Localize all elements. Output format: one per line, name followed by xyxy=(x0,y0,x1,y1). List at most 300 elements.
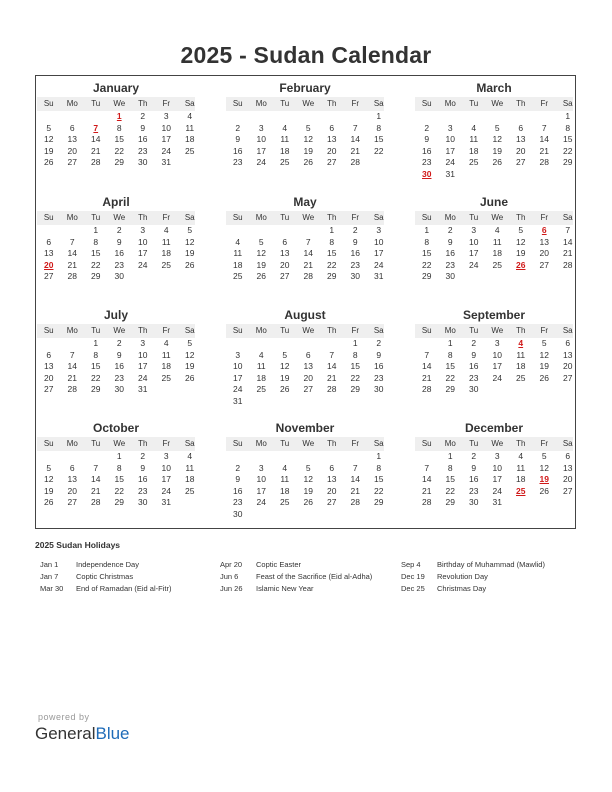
day-cell[interactable]: 15 xyxy=(422,248,432,258)
day-cell[interactable]: 12 xyxy=(185,349,195,360)
day-cell[interactable]: 6 xyxy=(282,236,288,247)
day-cell[interactable]: 24 xyxy=(138,259,148,270)
day-cell[interactable]: 15 xyxy=(327,248,337,258)
day-cell[interactable]: 10 xyxy=(374,236,384,247)
day-cell[interactable]: 23 xyxy=(374,372,384,383)
day-cell[interactable]: 11 xyxy=(280,474,290,484)
day-cell[interactable]: 14 xyxy=(539,134,549,144)
day-cell[interactable]: 21 xyxy=(563,248,573,258)
day-cell[interactable]: 4 xyxy=(282,122,288,133)
day-cell[interactable]: 29 xyxy=(422,271,432,281)
day-cell[interactable]: 19 xyxy=(516,248,526,258)
day-cell[interactable]: 7 xyxy=(305,236,311,247)
day-cell[interactable]: 20 xyxy=(539,248,549,258)
day-cell[interactable]: 6 xyxy=(329,462,335,473)
day-cell[interactable]: 20 xyxy=(44,259,54,270)
day-cell[interactable]: 10 xyxy=(161,122,171,133)
day-cell[interactable]: 9 xyxy=(471,462,477,473)
day-cell[interactable]: 11 xyxy=(516,462,526,473)
day-cell[interactable]: 12 xyxy=(492,134,502,144)
day-cell[interactable]: 29 xyxy=(114,157,124,167)
day-cell[interactable]: 8 xyxy=(93,236,99,247)
day-cell[interactable]: 26 xyxy=(44,157,54,167)
day-cell[interactable]: 14 xyxy=(67,361,77,371)
day-cell[interactable]: 17 xyxy=(138,361,148,371)
day-cell[interactable]: 20 xyxy=(67,145,77,156)
day-cell[interactable]: 28 xyxy=(91,157,101,167)
day-cell[interactable]: 18 xyxy=(492,248,502,258)
day-cell[interactable]: 14 xyxy=(422,474,432,484)
day-cell[interactable]: 21 xyxy=(350,145,360,156)
day-cell[interactable]: 29 xyxy=(563,157,573,167)
day-cell[interactable]: 12 xyxy=(303,474,313,484)
day-cell[interactable]: 12 xyxy=(539,349,549,360)
day-cell[interactable]: 24 xyxy=(138,372,148,383)
day-cell[interactable]: 7 xyxy=(329,349,335,360)
day-cell[interactable]: 9 xyxy=(471,349,477,360)
day-cell[interactable]: 2 xyxy=(471,338,477,348)
day-cell[interactable]: 17 xyxy=(161,134,171,144)
day-cell[interactable]: 20 xyxy=(303,372,313,383)
day-cell[interactable]: 30 xyxy=(422,168,432,179)
day-cell[interactable]: 27 xyxy=(563,372,573,383)
day-cell[interactable]: 16 xyxy=(469,361,479,371)
day-cell[interactable]: 23 xyxy=(350,259,360,270)
day-cell[interactable]: 26 xyxy=(44,497,54,507)
day-cell[interactable]: 5 xyxy=(258,236,264,247)
day-cell[interactable]: 16 xyxy=(233,485,243,496)
day-cell[interactable]: 13 xyxy=(563,349,573,360)
day-cell[interactable]: 18 xyxy=(280,485,290,496)
day-cell[interactable]: 6 xyxy=(305,349,311,360)
day-cell[interactable]: 19 xyxy=(44,145,54,156)
day-cell[interactable]: 31 xyxy=(161,157,171,167)
day-cell[interactable]: 3 xyxy=(163,451,169,461)
day-cell[interactable]: 22 xyxy=(91,259,101,270)
day-cell[interactable]: 10 xyxy=(161,462,171,473)
day-cell[interactable]: 17 xyxy=(469,248,479,258)
day-cell[interactable]: 16 xyxy=(233,145,243,156)
day-cell[interactable]: 13 xyxy=(563,462,573,473)
day-cell[interactable]: 14 xyxy=(91,134,101,144)
day-cell[interactable]: 17 xyxy=(233,372,243,383)
day-cell[interactable]: 1 xyxy=(447,338,453,348)
day-cell[interactable]: 27 xyxy=(539,259,549,270)
day-cell[interactable]: 28 xyxy=(422,497,432,507)
day-cell[interactable]: 3 xyxy=(471,225,477,235)
day-cell[interactable]: 3 xyxy=(163,111,169,121)
day-cell[interactable]: 12 xyxy=(256,248,266,258)
day-cell[interactable]: 16 xyxy=(374,361,384,371)
day-cell[interactable]: 11 xyxy=(161,349,171,360)
day-cell[interactable]: 14 xyxy=(91,474,101,484)
day-cell[interactable]: 22 xyxy=(114,145,124,156)
day-cell[interactable]: 30 xyxy=(374,384,384,394)
day-cell[interactable]: 4 xyxy=(187,451,193,461)
day-cell[interactable]: 6 xyxy=(46,236,52,247)
day-cell[interactable]: 25 xyxy=(256,384,266,394)
day-cell[interactable]: 28 xyxy=(563,259,573,270)
day-cell[interactable]: 25 xyxy=(492,259,502,270)
day-cell[interactable]: 12 xyxy=(185,236,195,247)
day-cell[interactable]: 15 xyxy=(445,361,455,371)
day-cell[interactable]: 18 xyxy=(185,474,195,484)
day-cell[interactable]: 14 xyxy=(422,361,432,371)
day-cell[interactable]: 27 xyxy=(44,384,54,394)
day-cell[interactable]: 25 xyxy=(469,157,479,167)
day-cell[interactable]: 18 xyxy=(516,474,526,484)
day-cell[interactable]: 8 xyxy=(447,349,453,360)
day-cell[interactable]: 17 xyxy=(492,361,502,371)
day-cell[interactable]: 16 xyxy=(138,474,148,484)
day-cell[interactable]: 13 xyxy=(516,134,526,144)
day-cell[interactable]: 11 xyxy=(185,462,195,473)
day-cell[interactable]: 3 xyxy=(140,338,146,348)
day-cell[interactable]: 30 xyxy=(233,508,243,519)
day-cell[interactable]: 12 xyxy=(44,474,54,484)
day-cell[interactable]: 21 xyxy=(303,259,313,270)
day-cell[interactable]: 25 xyxy=(161,372,171,383)
day-cell[interactable]: 5 xyxy=(46,122,52,133)
day-cell[interactable]: 9 xyxy=(116,349,122,360)
day-cell[interactable]: 5 xyxy=(518,225,524,235)
day-cell[interactable]: 2 xyxy=(235,462,241,473)
day-cell[interactable]: 7 xyxy=(541,122,547,133)
day-cell[interactable]: 13 xyxy=(303,361,313,371)
day-cell[interactable]: 3 xyxy=(447,122,453,133)
day-cell[interactable]: 30 xyxy=(138,157,148,167)
day-cell[interactable]: 23 xyxy=(233,497,243,507)
day-cell[interactable]: 13 xyxy=(67,474,77,484)
day-cell[interactable]: 23 xyxy=(445,259,455,270)
day-cell[interactable]: 9 xyxy=(447,236,453,247)
day-cell[interactable]: 11 xyxy=(492,236,502,247)
day-cell[interactable]: 13 xyxy=(327,474,337,484)
day-cell[interactable]: 18 xyxy=(516,361,526,371)
day-cell[interactable]: 31 xyxy=(161,497,171,507)
day-cell[interactable]: 23 xyxy=(422,157,432,167)
day-cell[interactable]: 31 xyxy=(374,271,384,281)
day-cell[interactable]: 23 xyxy=(138,145,148,156)
day-cell[interactable]: 14 xyxy=(563,236,573,247)
day-cell[interactable]: 5 xyxy=(187,225,193,235)
day-cell[interactable]: 6 xyxy=(69,122,75,133)
day-cell[interactable]: 9 xyxy=(116,236,122,247)
day-cell[interactable]: 21 xyxy=(327,372,337,383)
day-cell[interactable]: 26 xyxy=(539,485,549,496)
day-cell[interactable]: 7 xyxy=(424,462,430,473)
day-cell[interactable]: 30 xyxy=(445,271,455,281)
day-cell[interactable]: 7 xyxy=(93,462,99,473)
day-cell[interactable]: 27 xyxy=(327,497,337,507)
day-cell[interactable]: 1 xyxy=(447,451,453,461)
day-cell[interactable]: 10 xyxy=(138,236,148,247)
day-cell[interactable]: 11 xyxy=(516,349,526,360)
day-cell[interactable]: 24 xyxy=(492,485,502,496)
day-cell[interactable]: 23 xyxy=(469,485,479,496)
day-cell[interactable]: 8 xyxy=(116,122,122,133)
day-cell[interactable]: 19 xyxy=(256,259,266,270)
day-cell[interactable]: 15 xyxy=(91,248,101,258)
day-cell[interactable]: 30 xyxy=(114,271,124,281)
day-cell[interactable]: 2 xyxy=(235,122,241,133)
day-cell[interactable]: 6 xyxy=(46,349,52,360)
day-cell[interactable]: 3 xyxy=(258,462,264,473)
day-cell[interactable]: 28 xyxy=(67,271,77,281)
day-cell[interactable]: 17 xyxy=(256,485,266,496)
day-cell[interactable]: 21 xyxy=(91,485,101,496)
day-cell[interactable]: 7 xyxy=(69,349,75,360)
day-cell[interactable]: 1 xyxy=(116,111,122,121)
day-cell[interactable]: 15 xyxy=(374,134,384,144)
day-cell[interactable]: 6 xyxy=(565,451,571,461)
day-cell[interactable]: 8 xyxy=(376,462,382,473)
day-cell[interactable]: 29 xyxy=(350,384,360,394)
day-cell[interactable]: 27 xyxy=(516,157,526,167)
day-cell[interactable]: 25 xyxy=(161,259,171,270)
day-cell[interactable]: 1 xyxy=(424,225,430,235)
day-cell[interactable]: 22 xyxy=(350,372,360,383)
day-cell[interactable]: 17 xyxy=(161,474,171,484)
day-cell[interactable]: 3 xyxy=(494,338,500,348)
day-cell[interactable]: 8 xyxy=(93,349,99,360)
day-cell[interactable]: 11 xyxy=(233,248,243,258)
day-cell[interactable]: 10 xyxy=(256,474,266,484)
day-cell[interactable]: 3 xyxy=(140,225,146,235)
day-cell[interactable]: 9 xyxy=(424,134,430,144)
day-cell[interactable]: 7 xyxy=(565,225,571,235)
day-cell[interactable]: 8 xyxy=(376,122,382,133)
day-cell[interactable]: 4 xyxy=(163,338,169,348)
day-cell[interactable]: 17 xyxy=(445,145,455,156)
day-cell[interactable]: 31 xyxy=(492,497,502,507)
day-cell[interactable]: 24 xyxy=(445,157,455,167)
day-cell[interactable]: 5 xyxy=(46,462,52,473)
day-cell[interactable]: 24 xyxy=(233,384,243,394)
day-cell[interactable]: 24 xyxy=(161,145,171,156)
day-cell[interactable]: 19 xyxy=(539,361,549,371)
day-cell[interactable]: 9 xyxy=(376,349,382,360)
day-cell[interactable]: 5 xyxy=(305,122,311,133)
day-cell[interactable]: 12 xyxy=(280,361,290,371)
day-cell[interactable]: 21 xyxy=(350,485,360,496)
day-cell[interactable]: 4 xyxy=(282,462,288,473)
day-cell[interactable]: 26 xyxy=(516,259,526,270)
day-cell[interactable]: 24 xyxy=(374,259,384,270)
day-cell[interactable]: 9 xyxy=(140,122,146,133)
day-cell[interactable]: 3 xyxy=(376,225,382,235)
day-cell[interactable]: 27 xyxy=(280,271,290,281)
day-cell[interactable]: 15 xyxy=(563,134,573,144)
day-cell[interactable]: 4 xyxy=(258,349,264,360)
day-cell[interactable]: 10 xyxy=(138,349,148,360)
day-cell[interactable]: 20 xyxy=(516,145,526,156)
day-cell[interactable]: 1 xyxy=(116,451,122,461)
day-cell[interactable]: 7 xyxy=(69,236,75,247)
day-cell[interactable]: 19 xyxy=(44,485,54,496)
day-cell[interactable]: 17 xyxy=(492,474,502,484)
day-cell[interactable]: 4 xyxy=(471,122,477,133)
day-cell[interactable]: 11 xyxy=(256,361,266,371)
day-cell[interactable]: 12 xyxy=(539,462,549,473)
day-cell[interactable]: 1 xyxy=(376,451,382,461)
day-cell[interactable]: 8 xyxy=(447,462,453,473)
day-cell[interactable]: 1 xyxy=(329,225,335,235)
day-cell[interactable]: 6 xyxy=(329,122,335,133)
day-cell[interactable]: 25 xyxy=(185,485,195,496)
day-cell[interactable]: 3 xyxy=(235,349,241,360)
day-cell[interactable]: 6 xyxy=(69,462,75,473)
day-cell[interactable]: 18 xyxy=(161,361,171,371)
day-cell[interactable]: 13 xyxy=(44,361,54,371)
day-cell[interactable]: 17 xyxy=(138,248,148,258)
day-cell[interactable]: 6 xyxy=(541,225,547,235)
day-cell[interactable]: 17 xyxy=(374,248,384,258)
day-cell[interactable]: 14 xyxy=(350,134,360,144)
day-cell[interactable]: 20 xyxy=(563,361,573,371)
day-cell[interactable]: 29 xyxy=(114,497,124,507)
day-cell[interactable]: 8 xyxy=(565,122,571,133)
day-cell[interactable]: 24 xyxy=(256,497,266,507)
day-cell[interactable]: 28 xyxy=(350,497,360,507)
day-cell[interactable]: 13 xyxy=(539,236,549,247)
day-cell[interactable]: 7 xyxy=(352,122,358,133)
day-cell[interactable]: 21 xyxy=(422,372,432,383)
day-cell[interactable]: 9 xyxy=(235,474,241,484)
day-cell[interactable]: 10 xyxy=(469,236,479,247)
day-cell[interactable]: 10 xyxy=(492,349,502,360)
day-cell[interactable]: 16 xyxy=(114,361,124,371)
day-cell[interactable]: 6 xyxy=(565,338,571,348)
day-cell[interactable]: 13 xyxy=(67,134,77,144)
day-cell[interactable]: 29 xyxy=(374,497,384,507)
day-cell[interactable]: 19 xyxy=(492,145,502,156)
day-cell[interactable]: 8 xyxy=(424,236,430,247)
day-cell[interactable]: 21 xyxy=(67,259,77,270)
day-cell[interactable]: 26 xyxy=(492,157,502,167)
day-cell[interactable]: 12 xyxy=(44,134,54,144)
day-cell[interactable]: 17 xyxy=(256,145,266,156)
day-cell[interactable]: 31 xyxy=(445,168,455,179)
day-cell[interactable]: 26 xyxy=(185,372,195,383)
day-cell[interactable]: 28 xyxy=(327,384,337,394)
day-cell[interactable]: 19 xyxy=(539,474,549,484)
day-cell[interactable]: 15 xyxy=(114,474,124,484)
day-cell[interactable]: 14 xyxy=(67,248,77,258)
day-cell[interactable]: 27 xyxy=(303,384,313,394)
day-cell[interactable]: 25 xyxy=(516,372,526,383)
day-cell[interactable]: 22 xyxy=(445,485,455,496)
day-cell[interactable]: 1 xyxy=(352,338,358,348)
day-cell[interactable]: 28 xyxy=(539,157,549,167)
day-cell[interactable]: 26 xyxy=(303,497,313,507)
day-cell[interactable]: 22 xyxy=(327,259,337,270)
day-cell[interactable]: 24 xyxy=(469,259,479,270)
day-cell[interactable]: 29 xyxy=(91,271,101,281)
day-cell[interactable]: 21 xyxy=(539,145,549,156)
day-cell[interactable]: 16 xyxy=(445,248,455,258)
day-cell[interactable]: 29 xyxy=(327,271,337,281)
day-cell[interactable]: 21 xyxy=(67,372,77,383)
day-cell[interactable]: 30 xyxy=(469,497,479,507)
day-cell[interactable]: 11 xyxy=(161,236,171,247)
day-cell[interactable]: 29 xyxy=(91,384,101,394)
day-cell[interactable]: 8 xyxy=(116,462,122,473)
day-cell[interactable]: 8 xyxy=(329,236,335,247)
day-cell[interactable]: 30 xyxy=(350,271,360,281)
brand-logo[interactable] xyxy=(35,724,130,744)
day-cell[interactable]: 2 xyxy=(116,338,122,348)
day-cell[interactable]: 5 xyxy=(541,338,547,348)
day-cell[interactable]: 5 xyxy=(282,349,288,360)
day-cell[interactable]: 26 xyxy=(256,271,266,281)
day-cell[interactable]: 29 xyxy=(445,497,455,507)
day-cell[interactable]: 14 xyxy=(303,248,313,258)
day-cell[interactable]: 18 xyxy=(469,145,479,156)
day-cell[interactable]: 19 xyxy=(280,372,290,383)
day-cell[interactable]: 15 xyxy=(374,474,384,484)
day-cell[interactable]: 29 xyxy=(445,384,455,394)
day-cell[interactable]: 16 xyxy=(422,145,432,156)
day-cell[interactable]: 13 xyxy=(280,248,290,258)
day-cell[interactable]: 19 xyxy=(185,361,195,371)
day-cell[interactable]: 14 xyxy=(327,361,337,371)
day-cell[interactable]: 25 xyxy=(280,497,290,507)
day-cell[interactable]: 28 xyxy=(91,497,101,507)
day-cell[interactable]: 10 xyxy=(256,134,266,144)
day-cell[interactable]: 2 xyxy=(376,338,382,348)
day-cell[interactable]: 13 xyxy=(327,134,337,144)
day-cell[interactable]: 28 xyxy=(422,384,432,394)
day-cell[interactable]: 16 xyxy=(469,474,479,484)
day-cell[interactable]: 11 xyxy=(185,122,195,133)
day-cell[interactable]: 24 xyxy=(492,372,502,383)
day-cell[interactable]: 3 xyxy=(258,122,264,133)
day-cell[interactable]: 21 xyxy=(91,145,101,156)
day-cell[interactable]: 20 xyxy=(280,259,290,270)
day-cell[interactable]: 9 xyxy=(140,462,146,473)
day-cell[interactable]: 10 xyxy=(233,361,243,371)
day-cell[interactable]: 28 xyxy=(303,271,313,281)
day-cell[interactable]: 2 xyxy=(447,225,453,235)
day-cell[interactable]: 27 xyxy=(44,271,54,281)
day-cell[interactable]: 18 xyxy=(233,259,243,270)
day-cell[interactable]: 16 xyxy=(138,134,148,144)
day-cell[interactable]: 28 xyxy=(350,157,360,167)
day-cell[interactable]: 5 xyxy=(541,451,547,461)
day-cell[interactable]: 1 xyxy=(565,111,571,121)
day-cell[interactable]: 16 xyxy=(114,248,124,258)
day-cell[interactable]: 25 xyxy=(516,485,526,496)
day-cell[interactable]: 31 xyxy=(138,384,148,394)
day-cell[interactable]: 4 xyxy=(163,225,169,235)
day-cell[interactable]: 23 xyxy=(469,372,479,383)
day-cell[interactable]: 22 xyxy=(422,259,432,270)
day-cell[interactable]: 22 xyxy=(114,485,124,496)
day-cell[interactable]: 26 xyxy=(539,372,549,383)
day-cell[interactable]: 19 xyxy=(185,248,195,258)
day-cell[interactable]: 1 xyxy=(93,225,99,235)
day-cell[interactable]: 7 xyxy=(352,462,358,473)
day-cell[interactable]: 11 xyxy=(280,134,290,144)
day-cell[interactable]: 18 xyxy=(185,134,195,144)
day-cell[interactable]: 22 xyxy=(445,372,455,383)
day-cell[interactable]: 12 xyxy=(516,236,526,247)
day-cell[interactable]: 23 xyxy=(114,259,124,270)
day-cell[interactable]: 2 xyxy=(140,111,146,121)
day-cell[interactable]: 27 xyxy=(563,485,573,496)
day-cell[interactable]: 20 xyxy=(44,372,54,383)
